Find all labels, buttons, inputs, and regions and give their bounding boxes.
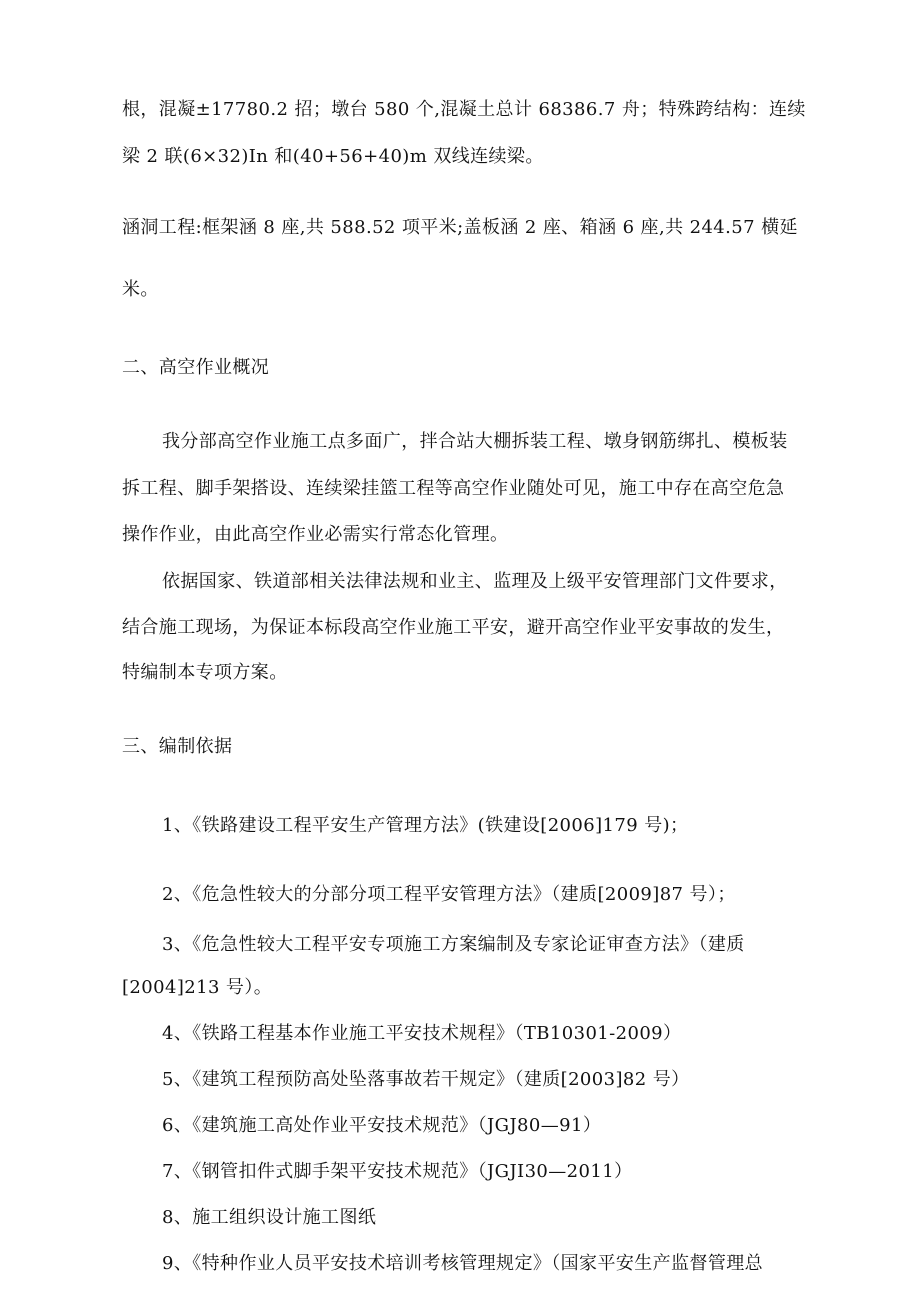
bridge-line-2: 梁 2 联(6×32)In 和(40+56+40)m 双线连续梁。 — [122, 146, 544, 167]
section-2-para-2-line: 特编制本专项方案。 — [122, 662, 288, 683]
basis-item: 2、《危急性较大的分部分项工程平安管理方法》（建质[2009]87 号）； — [162, 884, 736, 905]
section-2-para-1-line: 我分部高空作业施工点多面广，拌合站大棚拆装工程、墩身钢筋绑扎、模板装 — [162, 431, 788, 452]
bridge-line-1: 根，混凝±17780.2 招；墩台 580 个,混凝土总计 68386.7 舟；特殊跨结构：连续 — [122, 99, 806, 120]
basis-item: 7、《钢管扣件式脚手架平安技术规范》（JGJI30—2011） — [162, 1161, 633, 1182]
basis-item: 5、《建筑工程预防高处坠落事故若干规定》（建质[2003]82 号） — [162, 1069, 690, 1090]
section-3-heading: 三、编制依据 — [122, 736, 233, 757]
section-2-para-2-line: 结合施工现场，为保证本标段高空作业施工平安，避开高空作业平安事故的发生， — [122, 617, 785, 638]
basis-item-continuation: [2004]213 号）。 — [122, 977, 273, 998]
basis-item: 9、《特种作业人员平安技术培训考核管理规定》（国家平安生产监督管理总 — [162, 1253, 764, 1274]
section-2-para-1-line: 操作作业，由此高空作业必需实行常态化管理。 — [122, 524, 509, 545]
basis-item: 8、施工组织设计施工图纸 — [162, 1207, 377, 1228]
basis-item: 3、《危急性较大工程平安专项施工方案编制及专家论证审查方法》（建质 — [162, 934, 745, 955]
basis-item: 6、《建筑施工高处作业平安技术规范》（JGJ80—91） — [162, 1115, 602, 1136]
culvert-line-2: 米。 — [122, 279, 159, 300]
section-2-heading: 二、高空作业概况 — [122, 357, 270, 378]
basis-item: 1、《铁路建设工程平安生产管理方法》(铁建设[2006]179 号)； — [162, 815, 689, 836]
section-2-para-2-line: 依据国家、铁道部相关法律法规和业主、监理及上级平安管理部门文件要求， — [162, 571, 788, 592]
basis-item: 4、《铁路工程基本作业施工平安技术规程》（TB10301-2009） — [162, 1023, 682, 1044]
section-2-para-1-line: 拆工程、脚手架搭设、连续梁挂篮工程等高空作业随处可见，施工中存在高空危急 — [122, 478, 785, 499]
culvert-line-1: 涵洞工程:框架涵 8 座,共 588.52 项平米;盖板涵 2 座、箱涵 6 座,共 244.57 横延 — [122, 217, 798, 238]
